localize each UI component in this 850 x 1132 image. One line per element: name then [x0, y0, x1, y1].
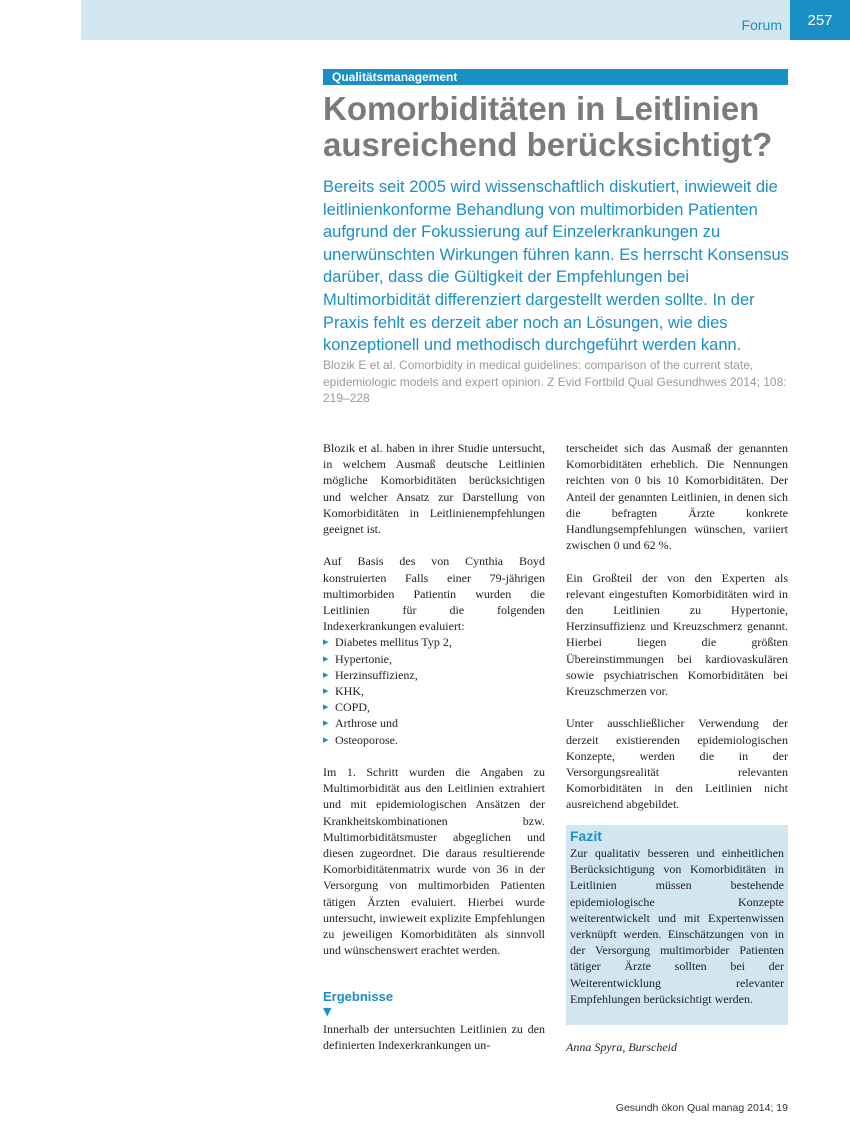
paragraph: Innerhalb der untersuchten Leitlinien zu den definierten Indexerkrankungen un-: [323, 1022, 545, 1053]
category-label: Qualitätsmanagement: [323, 69, 788, 85]
list-item: ▸ COPD,: [323, 699, 545, 715]
column-left: [323, 440, 545, 958]
paragraph: Unter ausschließlicher Verwendung der derzeit existierenden epidemiologischen Konzepte, werden die in der Versorgungsrealität relevanten Komorbiditäten in den Leitlinien nicht ausreichend abgebildet.: [566, 716, 788, 812]
list-item: ▸ Hypertonie,: [323, 651, 545, 667]
article-reference: Blozik E et al. Comorbidity in medical guidelines: comparison of the current state, epidemiologic models and expert opinion. Z Evid Fortbild Qual Gesundhwes 2014; 108: 219–228: [323, 358, 787, 405]
paragraph: Im 1. Schritt wurden die Angaben zu Multimorbidität aus den Leitlinien extrahiert und mit epidemiologischen Ansätzen der Krankheitskombinationen bzw. Multimorbiditätsmuster abgeglichen und diesen zugeordnet. Die daraus resultierende Komorbiditätenmatrix wurde von 36 in der Versorgung von multimorbiden Patienten tätigen Ärzten evaluiert. Hierbei wurde untersucht, inwieweit explizite Empfehlungen zu jeweiligen Komorbiditäten als sinnvoll und wünschenswert erachtet werden.: [323, 765, 545, 958]
list-item: ▸ Herzinsuffizienz,: [323, 667, 545, 683]
paragraph: Blozik et al. haben in ihrer Studie untersucht, in welchem Ausmaß deutsche Leitlinien mögliche Komorbiditäten berücksichtigen und welcher Ansatz zur Darstellung von Komorbiditäten in Leitlinienempfehlungen geeignet ist.: [323, 441, 545, 537]
paragraph: Auf Basis des von Cynthia Boyd konstruierten Falls einer 79-jährigen multimorbiden Patientin wurden die Leitlinien für die folgenden Indexerkrankungen evaluiert:: [323, 554, 545, 634]
article-lead: Bereits seit 2005 wird wissenschaftlich diskutiert, inwieweit die leitlinienkonforme Behandlung von multimorbiden Patienten aufgrund der Fokussierung auf Einzelerkrankungen zu unerwünschten Wirkungen führen kann. Es herrscht Konsensus darüber, dass die Gültigkeit der Empfehlungen bei Multimorbidität differenziert dargestellt werden sollte. In der Praxis fehlt es derzeit aber noch an Lösungen, wie dies konzeptionell und methodisch durchgeführt werden kann.: [323, 178, 789, 355]
section-label: Forum: [741, 17, 782, 33]
author: Anna Spyra, Burscheid: [566, 1040, 677, 1054]
list-item: ▸ Osteoporose.: [323, 732, 545, 748]
list-item: ▸ Diabetes mellitus Typ 2,: [323, 634, 545, 650]
fazit-title: Fazit: [570, 828, 602, 844]
footer-citation: Gesundh ökon Qual manag 2014; 19: [615, 1102, 788, 1114]
fazit-text: Zur qualitativ besseren und einheitlichen Berücksichtigung von Komorbiditäten in Leitlinien müssen bestehende epidemiologische Konzepte weiterentwickelt und mit Expertenwissen verknüpft werden. Einschätzungen von in der Versorgung multimorbider Patienten tätiger Ärzte sollten bei der Weiterentwicklung relevanter Empfehlungen berücksichtigt werden.: [570, 846, 784, 1006]
list-item: ▸ Arthrose und: [323, 715, 545, 731]
paragraph: terscheidet sich das Ausmaß der genannten Komorbiditäten erheblich. Die Nennungen reichten von 0 bis 10 Komorbiditäten. Der Anteil der genannten Leitlinien, in denen sich die befragten Ärzte konkrete Handlungsempfehlungen wünschen, variiert zwischen 0 und 62 %.: [566, 441, 788, 553]
page-number: 257: [790, 0, 850, 40]
paragraph: Ein Großteil der von den Experten als relevant eingestuften Komorbiditäten wird in den Leitlinien zu Hypertonie, Herzinsuffizienz und Kreuzschmerz genannt. Hierbei liegen die größten Übereinstimmungen bei kardiovaskulären sowie psychiatrischen Komorbiditäten bei Kreuzschmerzen vor.: [566, 570, 788, 699]
article-title: Komorbiditäten in Leitlinien ausreichend berücksichtigt?: [323, 90, 773, 163]
fazit-box: [566, 825, 788, 1025]
column-right: [566, 440, 788, 813]
section-heading-ergebnisse: Ergebnisse: [323, 989, 394, 1004]
list-item: ▸ KHK,: [323, 683, 545, 699]
indication-list: [323, 634, 545, 747]
header-bar: [81, 0, 790, 40]
triangle-down-icon: ▼: [323, 1005, 332, 1018]
